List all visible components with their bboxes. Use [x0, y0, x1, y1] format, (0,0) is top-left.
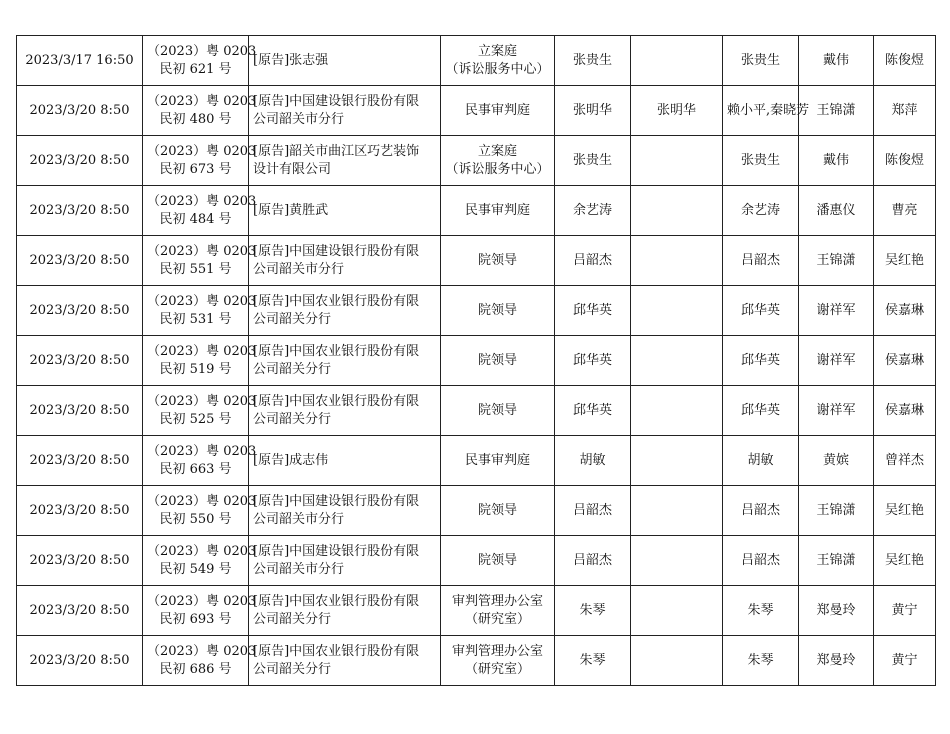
clerk-cell	[874, 286, 936, 336]
case-number-line: （2023）粤 0203	[147, 443, 257, 459]
judge-assistant-text: 谢祥军	[816, 402, 856, 418]
panel-members-text: 胡敏	[747, 452, 774, 468]
party-line: 公司韶关分行	[253, 361, 332, 377]
department-line: 院领导	[477, 552, 517, 568]
clerk-cell	[874, 386, 936, 436]
department-line: 审判管理办公室	[451, 593, 543, 609]
clerk-text: 曾祥杰	[884, 452, 924, 468]
panel-members-text: 张贵生	[740, 52, 780, 68]
case-number-cell	[143, 236, 257, 286]
case-number-line: 民初 480 号	[159, 111, 232, 127]
judge-assistant-cell	[799, 436, 874, 486]
clerk-cell	[874, 136, 936, 186]
department-cell	[441, 236, 555, 286]
judge-assistant-cell	[799, 136, 874, 186]
case-number-line: 民初 663 号	[159, 461, 232, 477]
judge-cell	[555, 86, 631, 136]
table-row	[17, 586, 936, 636]
judge-cell	[555, 586, 631, 636]
case-number-line: （2023）粤 0203	[147, 43, 257, 59]
clerk-cell	[874, 186, 936, 236]
department-cell	[441, 486, 555, 536]
panel-members-cell	[723, 286, 799, 336]
panel-members-cell	[723, 636, 799, 686]
panel-members-cell	[723, 386, 799, 436]
judge-cell	[555, 486, 631, 536]
judge-assistant-cell	[799, 86, 874, 136]
panel-members-cell	[723, 186, 799, 236]
judge-text: 张贵生	[572, 52, 612, 68]
judge-text: 吕韶杰	[572, 502, 612, 518]
clerk-text: 陈俊煜	[884, 152, 924, 168]
presiding-judge-cell	[631, 136, 723, 186]
judge-assistant-cell	[799, 586, 874, 636]
party-cell	[249, 36, 441, 86]
clerk-text: 侯嘉琳	[884, 352, 924, 368]
judge-cell	[555, 636, 631, 686]
hearing-time-text: 2023/3/20 8:50	[29, 602, 130, 618]
party-cell	[249, 336, 441, 386]
party-line: 公司韶关分行	[253, 411, 332, 427]
presiding-judge-cell	[631, 386, 723, 436]
panel-members-cell	[723, 86, 810, 136]
department-cell	[441, 36, 555, 86]
presiding-judge-cell	[631, 236, 723, 286]
case-number-line: （2023）粤 0203	[147, 143, 257, 159]
case-number-line: 民初 621 号	[159, 61, 232, 77]
party-cell	[249, 136, 441, 186]
hearing-time-cell	[17, 86, 143, 136]
panel-members-text: 朱琴	[747, 602, 774, 618]
judge-assistant-text: 郑曼玲	[816, 652, 856, 668]
panel-members-cell	[723, 436, 799, 486]
hearing-time-cell	[17, 336, 143, 386]
case-number-cell	[143, 636, 257, 686]
judge-assistant-cell	[799, 236, 874, 286]
party-line: [原告]成志伟	[253, 452, 329, 468]
party-cell	[249, 636, 441, 686]
case-number-cell	[143, 586, 257, 636]
judge-text: 邱华英	[572, 352, 612, 368]
judge-text: 吕韶杰	[572, 252, 612, 268]
hearing-time-text: 2023/3/20 8:50	[29, 252, 130, 268]
clerk-cell	[874, 586, 936, 636]
clerk-cell	[874, 636, 936, 686]
presiding-judge-cell	[631, 186, 723, 236]
party-cell	[249, 386, 441, 436]
judge-text: 余艺涛	[572, 202, 612, 218]
party-cell	[249, 86, 441, 136]
party-line: [原告]中国农业银行股份有限	[253, 393, 420, 409]
presiding-judge-text: 张明华	[656, 102, 696, 118]
department-line: 立案庭	[477, 143, 517, 159]
party-cell	[249, 536, 441, 586]
case-number-line: （2023）粤 0203	[147, 293, 257, 309]
clerk-text: 黄宁	[891, 652, 918, 668]
judge-assistant-text: 王锦潇	[816, 252, 856, 268]
panel-members-text: 吕韶杰	[740, 252, 780, 268]
presiding-judge-cell	[631, 586, 723, 636]
department-cell	[441, 86, 555, 136]
case-number-line: （2023）粤 0203	[147, 493, 257, 509]
hearing-time-cell	[17, 236, 143, 286]
panel-members-text: 赖小平,秦晓芳	[727, 102, 810, 118]
case-number-cell	[143, 336, 257, 386]
panel-members-cell	[723, 336, 799, 386]
judge-text: 张明华	[572, 102, 612, 118]
panel-members-cell	[723, 236, 799, 286]
party-line: [原告]中国农业银行股份有限	[253, 593, 420, 609]
party-line: 公司韶关分行	[253, 661, 332, 677]
case-number-line: 民初 525 号	[159, 411, 232, 427]
panel-members-text: 吕韶杰	[740, 502, 780, 518]
department-line: （诉讼服务中心）	[445, 61, 550, 77]
department-line: 民事审判庭	[464, 102, 530, 118]
party-line: [原告]中国建设银行股份有限	[253, 243, 420, 259]
hearing-time-cell	[17, 586, 143, 636]
party-line: [原告]张志强	[253, 52, 329, 68]
hearing-time-text: 2023/3/20 8:50	[29, 102, 130, 118]
presiding-judge-cell	[631, 536, 723, 586]
table-row	[17, 636, 936, 686]
party-line: [原告]中国建设银行股份有限	[253, 93, 420, 109]
party-line: [原告]中国建设银行股份有限	[253, 493, 420, 509]
table-row	[17, 36, 936, 86]
clerk-cell	[874, 36, 936, 86]
hearing-time-cell	[17, 386, 143, 436]
judge-cell	[555, 536, 631, 586]
hearing-time-text: 2023/3/20 8:50	[29, 152, 130, 168]
department-line: 院领导	[477, 402, 517, 418]
judge-assistant-text: 王锦潇	[816, 552, 856, 568]
department-line: 审判管理办公室	[451, 643, 543, 659]
department-line: 院领导	[477, 302, 517, 318]
department-line: 民事审判庭	[464, 202, 530, 218]
judge-assistant-text: 黄嫔	[822, 452, 849, 468]
judge-assistant-text: 王锦潇	[816, 502, 856, 518]
party-line: [原告]中国农业银行股份有限	[253, 643, 420, 659]
panel-members-text: 邱华英	[740, 402, 780, 418]
clerk-cell	[874, 436, 936, 486]
presiding-judge-cell	[631, 436, 723, 486]
judge-cell	[555, 336, 631, 386]
judge-assistant-text: 戴伟	[822, 152, 849, 168]
panel-members-text: 邱华英	[740, 302, 780, 318]
party-cell	[249, 486, 441, 536]
hearing-time-text: 2023/3/20 8:50	[29, 452, 130, 468]
judge-text: 邱华英	[572, 302, 612, 318]
judge-assistant-text: 戴伟	[822, 52, 849, 68]
case-number-line: 民初 519 号	[159, 361, 232, 377]
case-number-line: 民初 551 号	[159, 261, 232, 277]
table-row	[17, 236, 936, 286]
panel-members-text: 邱华英	[740, 352, 780, 368]
judge-text: 朱琴	[579, 652, 606, 668]
case-number-line: 民初 673 号	[159, 161, 232, 177]
case-number-line: 民初 531 号	[159, 311, 232, 327]
presiding-judge-cell	[631, 86, 723, 136]
party-line: [原告]中国农业银行股份有限	[253, 343, 420, 359]
judge-assistant-cell	[799, 36, 874, 86]
department-cell	[441, 136, 555, 186]
party-cell	[249, 286, 441, 336]
panel-members-text: 朱琴	[747, 652, 774, 668]
party-line: [原告]韶关市曲江区巧艺装饰	[253, 143, 420, 159]
case-number-line: （2023）粤 0203	[147, 543, 257, 559]
hearing-time-cell	[17, 36, 143, 86]
department-cell	[441, 286, 555, 336]
panel-members-cell	[723, 586, 799, 636]
judge-cell	[555, 36, 631, 86]
table-row	[17, 536, 936, 586]
judge-assistant-text: 王锦潇	[816, 102, 856, 118]
presiding-judge-cell	[631, 286, 723, 336]
case-number-cell	[143, 386, 257, 436]
hearing-time-cell	[17, 186, 143, 236]
case-number-line: （2023）粤 0203	[147, 343, 257, 359]
party-line: [原告]中国农业银行股份有限	[253, 293, 420, 309]
party-line: 公司韶关市分行	[253, 261, 345, 277]
clerk-cell	[874, 236, 936, 286]
clerk-text: 黄宁	[891, 602, 918, 618]
judge-text: 吕韶杰	[572, 552, 612, 568]
case-number-cell	[143, 136, 257, 186]
department-line: （研究室）	[464, 611, 530, 627]
panel-members-cell	[723, 36, 799, 86]
clerk-text: 郑萍	[891, 102, 918, 118]
department-line: （诉讼服务中心）	[445, 161, 550, 177]
case-number-line: （2023）粤 0203	[147, 193, 257, 209]
table-row	[17, 286, 936, 336]
case-number-cell	[143, 286, 257, 336]
judge-cell	[555, 186, 631, 236]
department-cell	[441, 586, 555, 636]
case-number-line: （2023）粤 0203	[147, 643, 257, 659]
case-number-line: 民初 550 号	[159, 511, 232, 527]
table-row	[17, 436, 936, 486]
party-line: [原告]黄胜武	[253, 202, 329, 218]
department-cell	[441, 636, 555, 686]
judge-assistant-cell	[799, 486, 874, 536]
clerk-cell	[874, 486, 936, 536]
judge-assistant-cell	[799, 536, 874, 586]
party-line: 公司韶关市分行	[253, 511, 345, 527]
clerk-text: 吴红艳	[884, 552, 924, 568]
case-number-line: 民初 549 号	[159, 561, 232, 577]
hearing-time-text: 2023/3/20 8:50	[29, 402, 130, 418]
case-number-cell	[143, 486, 257, 536]
department-line: （研究室）	[464, 661, 530, 677]
case-number-cell	[143, 186, 257, 236]
party-line: 公司韶关市分行	[253, 561, 345, 577]
department-line: 民事审判庭	[464, 452, 530, 468]
judge-cell	[555, 286, 631, 336]
judge-assistant-cell	[799, 286, 874, 336]
case-number-line: （2023）粤 0203	[147, 593, 257, 609]
panel-members-text: 余艺涛	[740, 202, 780, 218]
clerk-text: 曹亮	[891, 202, 918, 218]
department-line: 院领导	[477, 252, 517, 268]
case-number-cell	[143, 536, 257, 586]
presiding-judge-cell	[631, 636, 723, 686]
hearing-time-cell	[17, 436, 143, 486]
judge-assistant-text: 谢祥军	[816, 302, 856, 318]
clerk-cell	[874, 536, 936, 586]
table-row	[17, 486, 936, 536]
presiding-judge-cell	[631, 36, 723, 86]
clerk-text: 吴红艳	[884, 502, 924, 518]
panel-members-text: 吕韶杰	[740, 552, 780, 568]
hearing-schedule-table	[16, 35, 936, 686]
case-number-line: 民初 484 号	[159, 211, 232, 227]
party-line: 设计有限公司	[253, 161, 332, 177]
presiding-judge-cell	[631, 336, 723, 386]
hearing-time-cell	[17, 286, 143, 336]
hearing-time-cell	[17, 536, 143, 586]
clerk-text: 侯嘉琳	[884, 302, 924, 318]
judge-cell	[555, 236, 631, 286]
panel-members-text: 张贵生	[740, 152, 780, 168]
case-number-cell	[143, 436, 257, 486]
hearing-time-cell	[17, 136, 143, 186]
clerk-text: 陈俊煜	[884, 52, 924, 68]
table-row	[17, 336, 936, 386]
party-line: 公司韶关市分行	[253, 111, 345, 127]
hearing-time-text: 2023/3/20 8:50	[29, 552, 130, 568]
judge-cell	[555, 386, 631, 436]
clerk-cell	[874, 336, 936, 386]
department-line: 院领导	[477, 352, 517, 368]
presiding-judge-cell	[631, 486, 723, 536]
case-number-line: 民初 693 号	[159, 611, 232, 627]
clerk-text: 吴红艳	[884, 252, 924, 268]
case-number-line: （2023）粤 0203	[147, 93, 257, 109]
judge-assistant-cell	[799, 336, 874, 386]
case-number-line: （2023）粤 0203	[147, 243, 257, 259]
hearing-time-text: 2023/3/17 16:50	[25, 52, 134, 68]
hearing-time-text: 2023/3/20 8:50	[29, 502, 130, 518]
judge-cell	[555, 436, 631, 486]
table-row	[17, 386, 936, 436]
panel-members-cell	[723, 536, 799, 586]
party-line: 公司韶关分行	[253, 611, 332, 627]
judge-assistant-cell	[799, 386, 874, 436]
hearing-time-text: 2023/3/20 8:50	[29, 352, 130, 368]
party-cell	[249, 436, 441, 486]
department-cell	[441, 536, 555, 586]
hearing-time-text: 2023/3/20 8:50	[29, 652, 130, 668]
party-cell	[249, 586, 441, 636]
table-row	[17, 136, 936, 186]
judge-assistant-text: 潘惠仪	[816, 202, 856, 218]
judge-text: 张贵生	[572, 152, 612, 168]
department-cell	[441, 436, 555, 486]
table-body	[17, 36, 936, 686]
judge-text: 朱琴	[579, 602, 606, 618]
party-cell	[249, 236, 441, 286]
judge-assistant-cell	[799, 186, 874, 236]
party-line: [原告]中国建设银行股份有限	[253, 543, 420, 559]
department-cell	[441, 336, 555, 386]
case-number-line: 民初 686 号	[159, 661, 232, 677]
clerk-cell	[874, 86, 936, 136]
hearing-time-text: 2023/3/20 8:50	[29, 302, 130, 318]
judge-text: 胡敏	[579, 452, 606, 468]
department-line: 立案庭	[477, 43, 517, 59]
department-line: 院领导	[477, 502, 517, 518]
party-line: 公司韶关分行	[253, 311, 332, 327]
hearing-time-cell	[17, 636, 143, 686]
table-row	[17, 86, 936, 136]
hearing-time-text: 2023/3/20 8:50	[29, 202, 130, 218]
case-number-cell	[143, 86, 257, 136]
department-cell	[441, 186, 555, 236]
table-row	[17, 186, 936, 236]
clerk-text: 侯嘉琳	[884, 402, 924, 418]
judge-cell	[555, 136, 631, 186]
hearing-time-cell	[17, 486, 143, 536]
panel-members-cell	[723, 486, 799, 536]
judge-assistant-text: 谢祥军	[816, 352, 856, 368]
party-cell	[249, 186, 441, 236]
panel-members-cell	[723, 136, 799, 186]
judge-assistant-cell	[799, 636, 874, 686]
case-number-line: （2023）粤 0203	[147, 393, 257, 409]
department-cell	[441, 386, 555, 436]
judge-assistant-text: 郑曼玲	[816, 602, 856, 618]
case-number-cell	[143, 36, 257, 86]
judge-text: 邱华英	[572, 402, 612, 418]
